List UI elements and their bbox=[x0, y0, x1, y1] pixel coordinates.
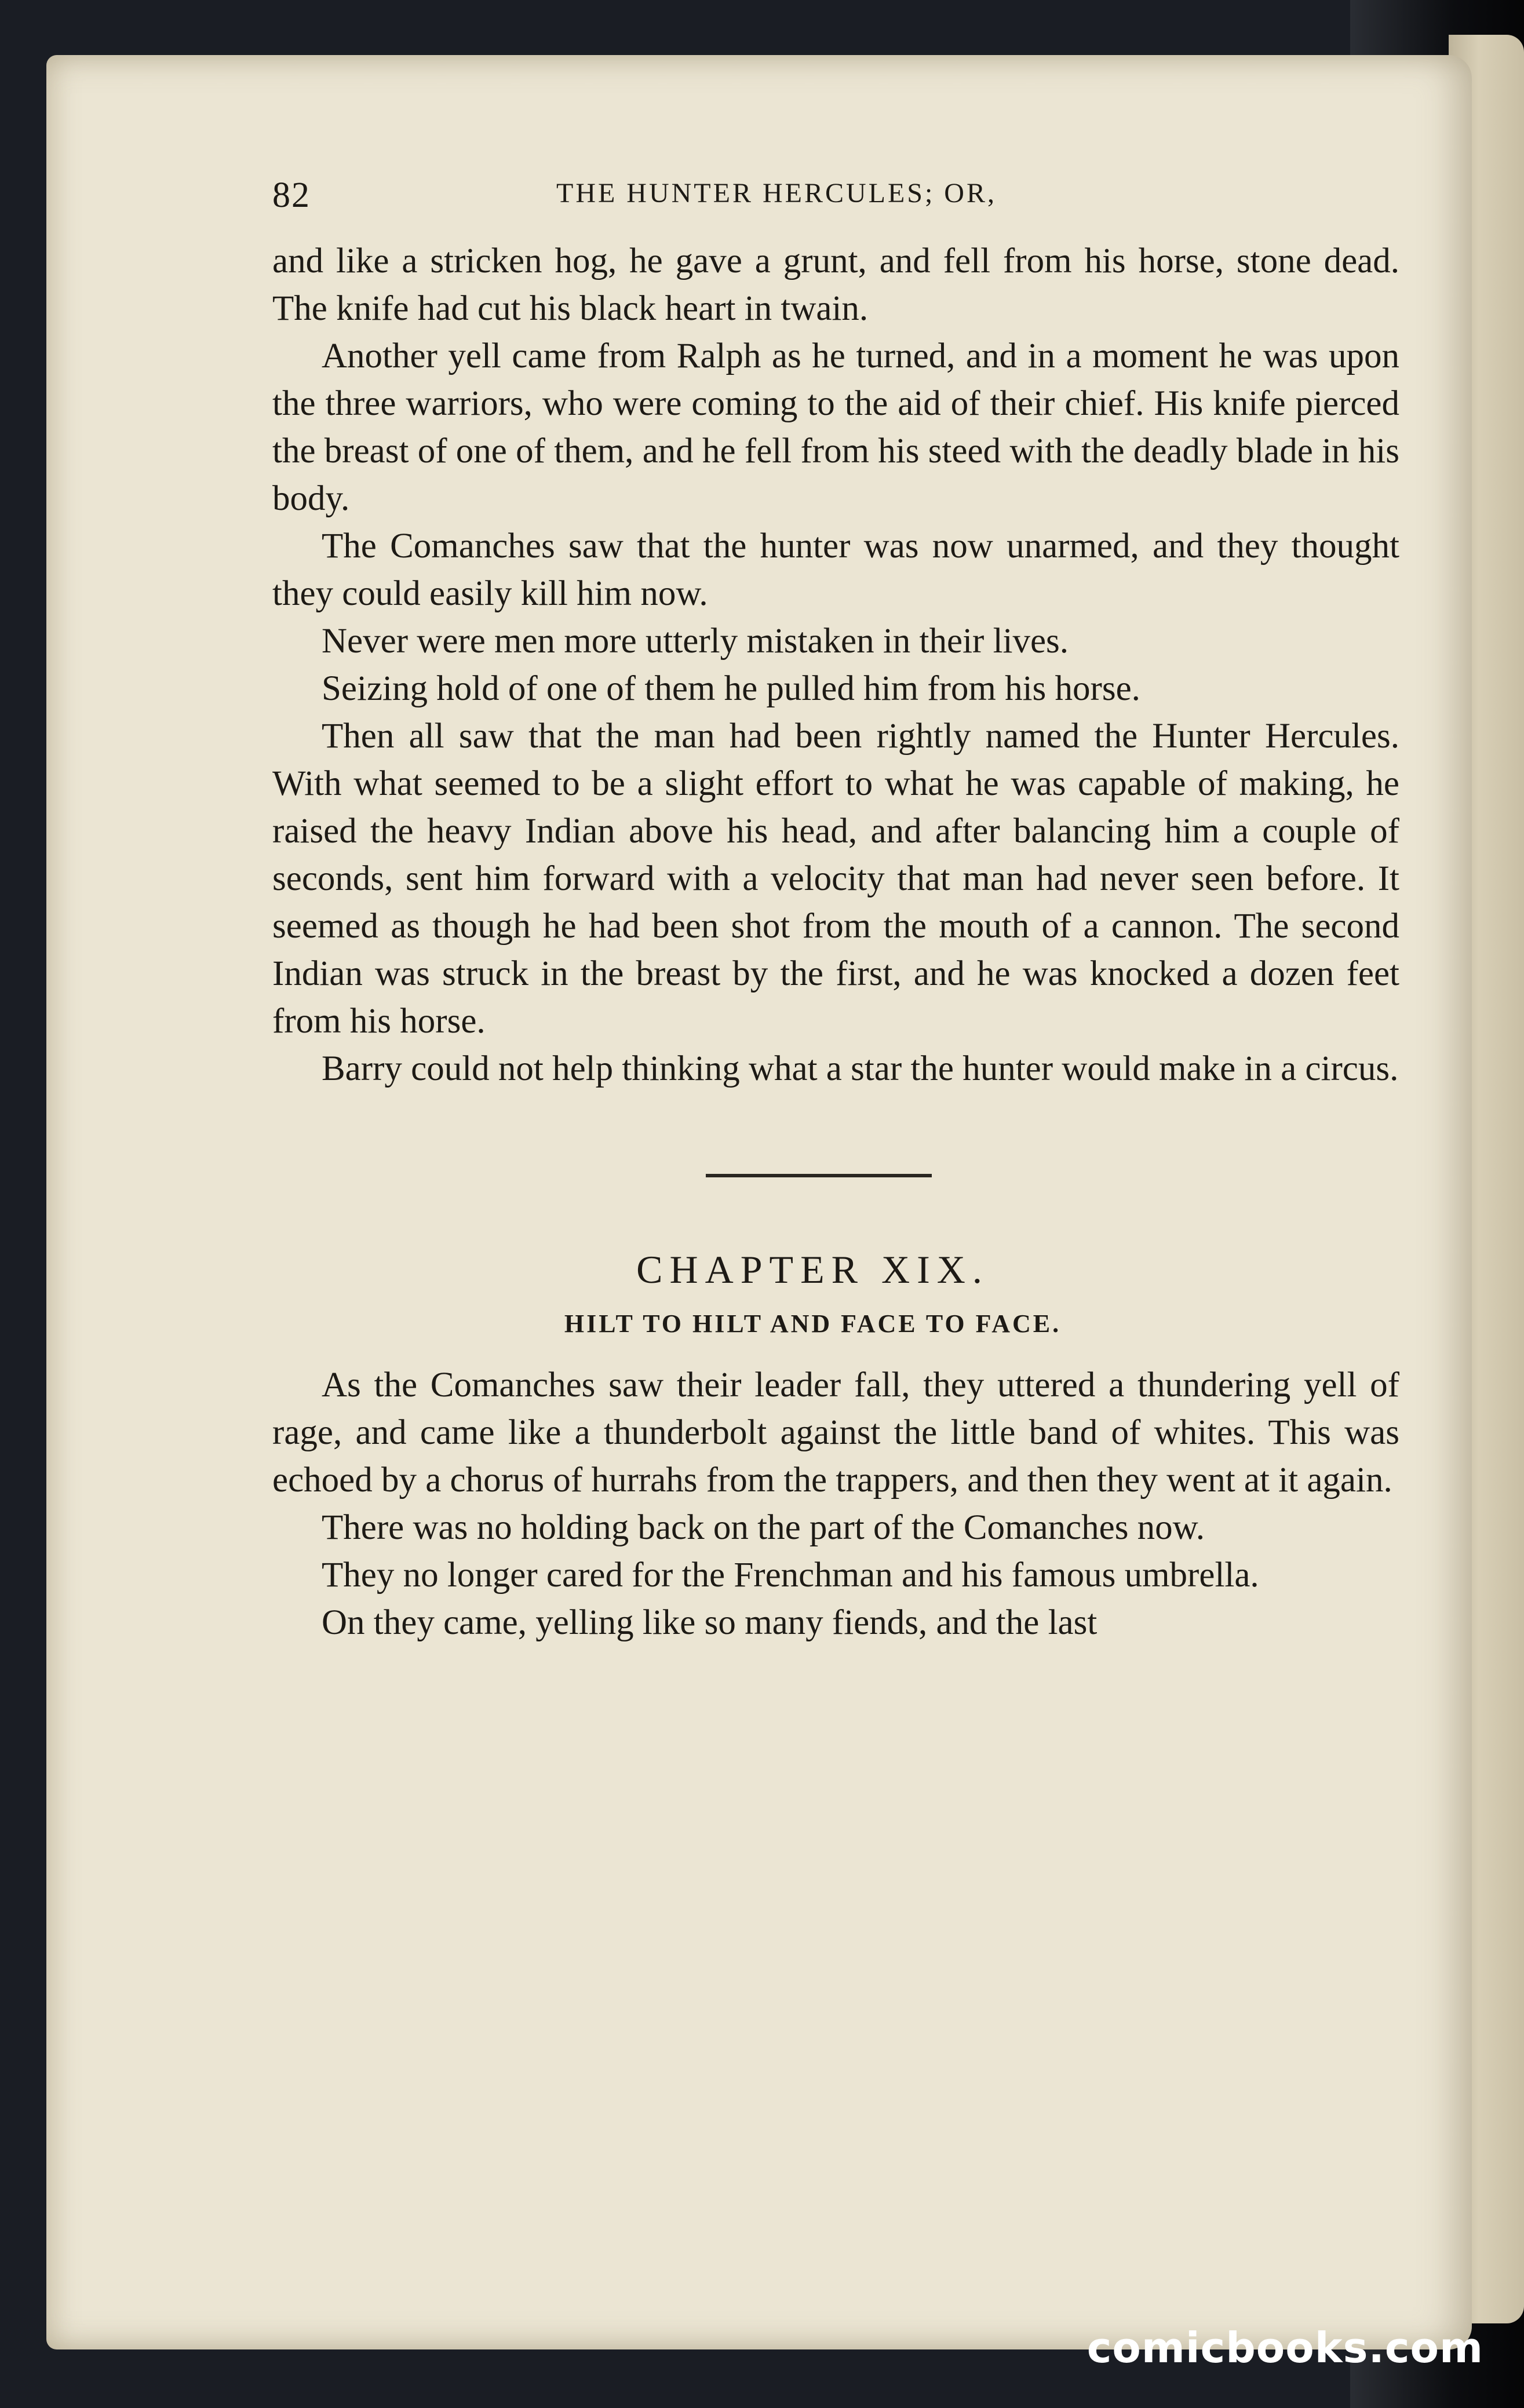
paragraph: Never were men more utterly mistaken in their lives. bbox=[322, 622, 1069, 661]
chapter-title: CHAPTER XIX. bbox=[636, 1247, 989, 1291]
paragraph: The Comanches saw that the hunter was now unarmed, and they thought they could easily kill him now. bbox=[272, 527, 1399, 613]
running-head: THE HUNTER HERCULES; OR, bbox=[556, 178, 997, 209]
chapter-subtitle: HILT TO HILT AND FACE TO FACE. bbox=[564, 1309, 1062, 1338]
paragraph: Barry could not help thinking what a star the hunter would make in a circus. bbox=[322, 1049, 1399, 1088]
section-divider bbox=[706, 1174, 932, 1177]
paragraph: Another yell came from Ralph as he turned, and in a moment he was upon the three warriors, who were coming to the aid of their chief. His knife pierced the breast of one of them, and he fell from his steed with the deadly blade in his body. bbox=[272, 337, 1399, 518]
site-watermark: comicbooks.com bbox=[1087, 2323, 1483, 2372]
paragraph: On they came, yelling like so many fiends, and the last bbox=[322, 1603, 1098, 1642]
page-content bbox=[272, 168, 1399, 1647]
page-number: 82 bbox=[272, 176, 311, 215]
paragraph: Then all saw that the man had been rightly named the Hunter Hercules. With what seemed to be a slight effort to what he was capable of making, he raised the heavy Indian above his head, and after balancing him a couple of seconds, sent him forward with a velocity that man had never seen before. It seemed as though he had been shot from the mouth of a cannon. The second Indian was struck in the breast by the first, and he was knocked a dozen feet from his horse. bbox=[272, 717, 1399, 1041]
paragraph: There was no holding back on the part of the Comanches now. bbox=[322, 1508, 1205, 1547]
paragraph: Seizing hold of one of them he pulled him from his horse. bbox=[322, 669, 1140, 708]
paragraph: and like a stricken hog, he gave a grunt, and fell from his horse, stone dead. The knife had cut his black heart in twain. bbox=[272, 242, 1399, 328]
paragraph: As the Comanches saw their leader fall, they uttered a thundering yell of rage, and came like a thunderbolt against the little band of whites. This was echoed by a chorus of hurrahs from the trappers, and then they went at it again. bbox=[272, 1366, 1399, 1499]
paragraph: They no longer cared for the Frenchman and his famous umbrella. bbox=[322, 1556, 1259, 1595]
page-header bbox=[272, 168, 1399, 238]
